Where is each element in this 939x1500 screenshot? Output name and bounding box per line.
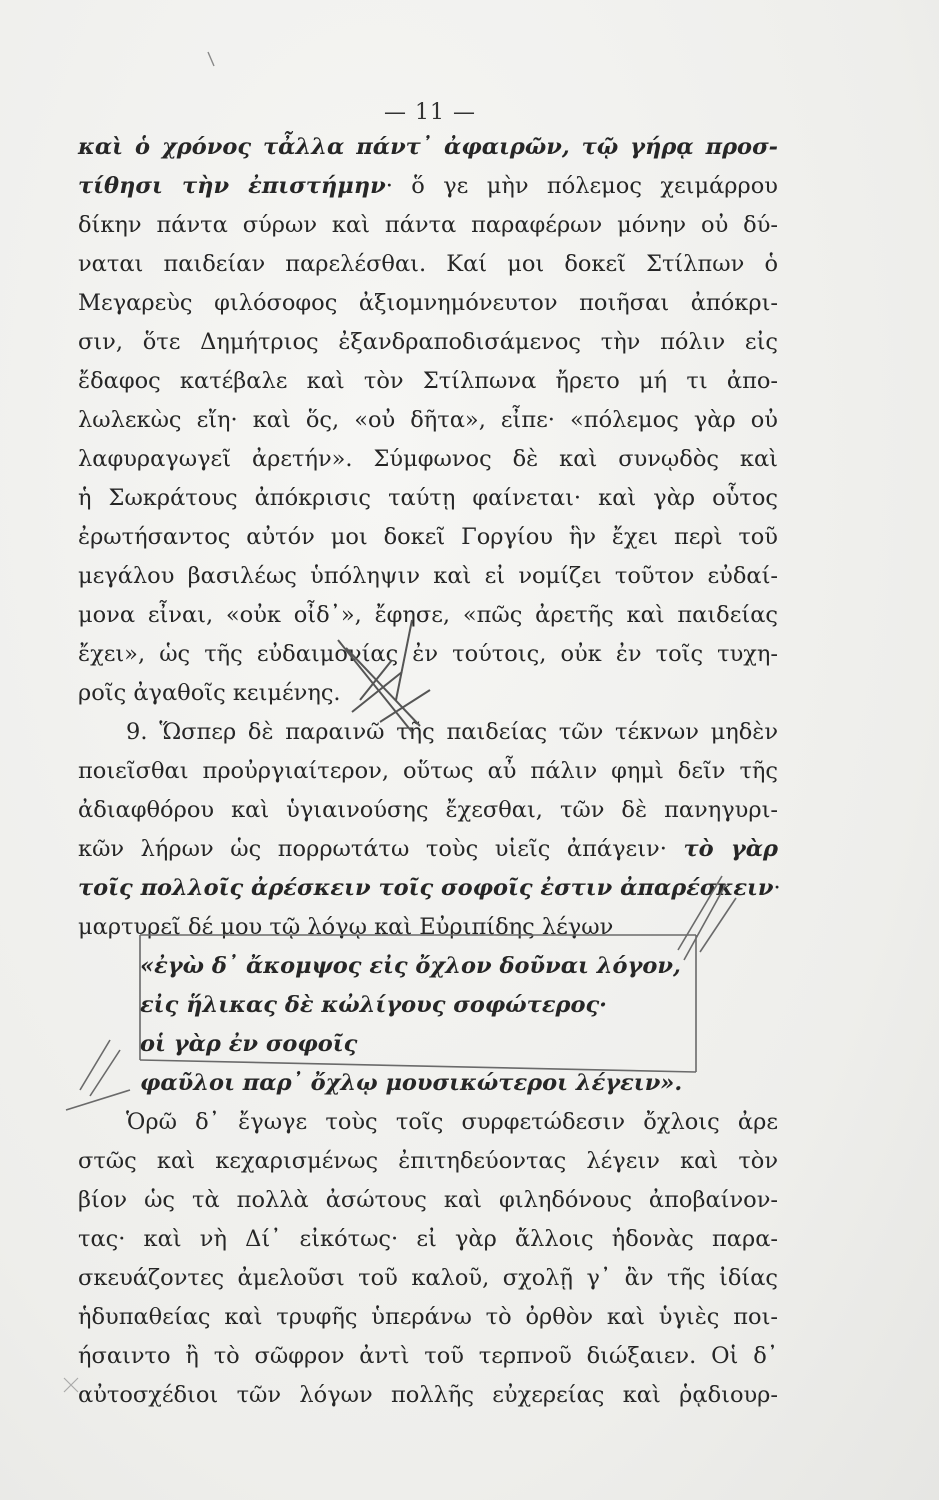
quote-line [78,1064,778,1103]
text-line [78,1337,778,1376]
text-segment: ἐρωτήσαντος αὐτόν μοι δοκεῖ Γοργίου ἣν ἔχει περὶ τοῦ [78,524,778,550]
text-line [78,830,778,869]
text-segment: βίον ὡς τὰ πολλὰ ἀσώτους καὶ φιληδόνους ἀποβαίνον- [78,1187,778,1213]
text-line [78,440,778,479]
text-segment: μαρτυρεῖ δέ μου τῷ λόγῳ καὶ Εὐριπίδης λέγων [78,914,614,940]
text-line [78,128,778,167]
text-segment: ροῖς ἀγαθοῖς κειμένης. [78,680,341,706]
text-segment: ἀδιαφθόρου καὶ ὑγιαινούσης ἔχεσθαι, τῶν δὲ πανηγυρι- [78,797,778,823]
body-text [78,128,781,1415]
emphasis-text: φαῦλοι παρ᾽ ὄχλῳ μουσικώτεροι λέγειν». [140,1070,683,1096]
text-line [78,1103,778,1142]
stray-mark [208,52,214,66]
text-segment: · ὅ γε μὴν πόλεμος χειμάρρου [385,173,778,199]
text-segment: τας· καὶ νὴ Δί᾽ εἰκότως· εἰ γὰρ ἄλλοις ἡδονὰς παρα- [78,1226,778,1252]
text-line [78,479,778,518]
text-segment: λαφυραγωγεῖ ἀρετήν». Σύμφωνος δὲ καὶ συνῳδὸς καὶ [78,446,778,472]
text-segment: Μεγαρεὺς φιλόσοφος ἀξιομνημόνευτον ποιῆσαι ἀπόκρι- [78,290,778,316]
page-number: — 11 — [384,100,476,125]
text-line [78,791,778,830]
text-segment: ἡδυπαθείας καὶ τρυφῆς ὑπεράνω τὸ ὀρθὸν καὶ ὑγιὲς ποι- [78,1304,778,1330]
text-segment: ἔχει», ὡς τῆς εὐδαιμονίας ἐν τούτοις, οὐκ ἐν τοῖς τυχη- [78,641,778,667]
text-line [78,908,778,947]
text-line [78,323,778,362]
text-line [78,1142,778,1181]
quote-line [78,947,778,986]
text-segment: ναται παιδείαν παρελέσθαι. Καί μοι δοκεῖ Στίλπων ὁ [78,251,778,277]
text-segment: Ὁρῶ δ᾽ ἔγωγε τοὺς τοῖς συρφετώδεσιν ὄχλοις ἀρε [126,1109,778,1135]
text-segment: λωλεκὼς εἴη· καὶ ὅς, «οὐ δῆτα», εἶπε· «πόλεμος γὰρ οὐ [78,407,778,433]
text-line [78,245,778,284]
text-segment: ἔδαφος κατέβαλε καὶ τὸν Στίλπωνα ἤρετο μή τι ἀπο- [78,368,778,394]
emphasis-text: τοῖς πολλοῖς ἀρέσκειν τοῖς σοφοῖς ἐστιν ἀπαρέσκειν [78,875,774,901]
text-segment: στῶς καὶ κεχαρισμένως ἐπιτηδεύοντας λέγειν καὶ τὸν [78,1148,778,1174]
text-line [78,206,778,245]
text-segment: αὐτοσχέδιοι τῶν λόγων πολλῆς εὐχερείας καὶ ῥᾳδιουρ- [78,1382,778,1408]
text-segment: ἡ Σωκράτους ἀπόκρισις ταύτῃ φαίνεται· καὶ γὰρ οὗτος [78,485,778,511]
text-line [78,1220,778,1259]
text-line [78,752,778,791]
text-line [78,596,778,635]
text-line [78,713,778,752]
text-segment: δίκην πάντα σύρων καὶ πάντα παραφέρων μόνην οὐ δύ- [78,212,778,238]
quote-line [78,1025,778,1064]
text-segment: · [773,875,781,901]
quote-line [78,986,778,1025]
text-segment: ποιεῖσθαι προὐργιαίτερον, οὕτως αὖ πάλιν φημὶ δεῖν τῆς [78,758,778,784]
text-line [78,1259,778,1298]
text-line [78,1376,778,1415]
stray-x-mark [64,1378,78,1392]
text-segment: σκευάζοντες ἀμελοῦσι τοῦ καλοῦ, σχολῇ γ᾽ ἂν τῆς ἰδίας [78,1265,778,1291]
text-segment: μεγάλου βασιλέως ὑπόληψιν καὶ εἰ νομίζει τοῦτον εὐδαί- [78,563,778,589]
text-segment: σιν, ὅτε Δημήτριος ἐξανδραποδισάμενος τὴν πόλιν εἰς [78,329,778,355]
text-line [78,869,781,908]
emphasis-text: τὸ γὰρ [683,836,778,862]
emphasis-text: «ἐγὼ δ᾽ ἄκομψος εἰς ὄχλον δοῦναι λόγον, [140,953,681,979]
text-line [78,1298,778,1337]
text-line [78,635,778,674]
text-line [78,674,778,713]
text-segment: 9. Ὥσπερ δὲ παραινῶ τῆς παιδείας τῶν τέκνων μηδὲν [126,719,778,745]
text-line [78,167,778,206]
text-segment: κῶν λήρων ὡς πορρωτάτω τοὺς υἱεῖς ἀπάγειν· [78,836,684,862]
emphasis-text: οἱ γὰρ ἐν σοφοῖς [140,1031,358,1057]
text-line [78,1181,778,1220]
emphasis-text: καὶ ὁ χρόνος τἆλλα πάντ᾽ ἀφαιρῶν, τῷ γήρᾳ προσ- [78,134,778,160]
emphasis-text: τίθησι τὴν ἐπιστήμην [78,173,386,199]
text-segment: μονα εἶναι, «οὐκ οἶδ᾽», ἔφησε, «πῶς ἀρετῆς καὶ παιδείας [78,602,778,628]
text-line [78,518,778,557]
text-segment: ήσαιντο ἢ τὸ σῶφρον ἀντὶ τοῦ τερπνοῦ διώξαιεν. Οἱ δ᾽ [78,1343,778,1369]
text-line [78,401,778,440]
text-line [78,362,778,401]
emphasis-text: εἰς ἥλικας δὲ κὠλίγους σοφώτερος· [140,992,608,1018]
text-line [78,557,778,596]
text-line [78,284,778,323]
